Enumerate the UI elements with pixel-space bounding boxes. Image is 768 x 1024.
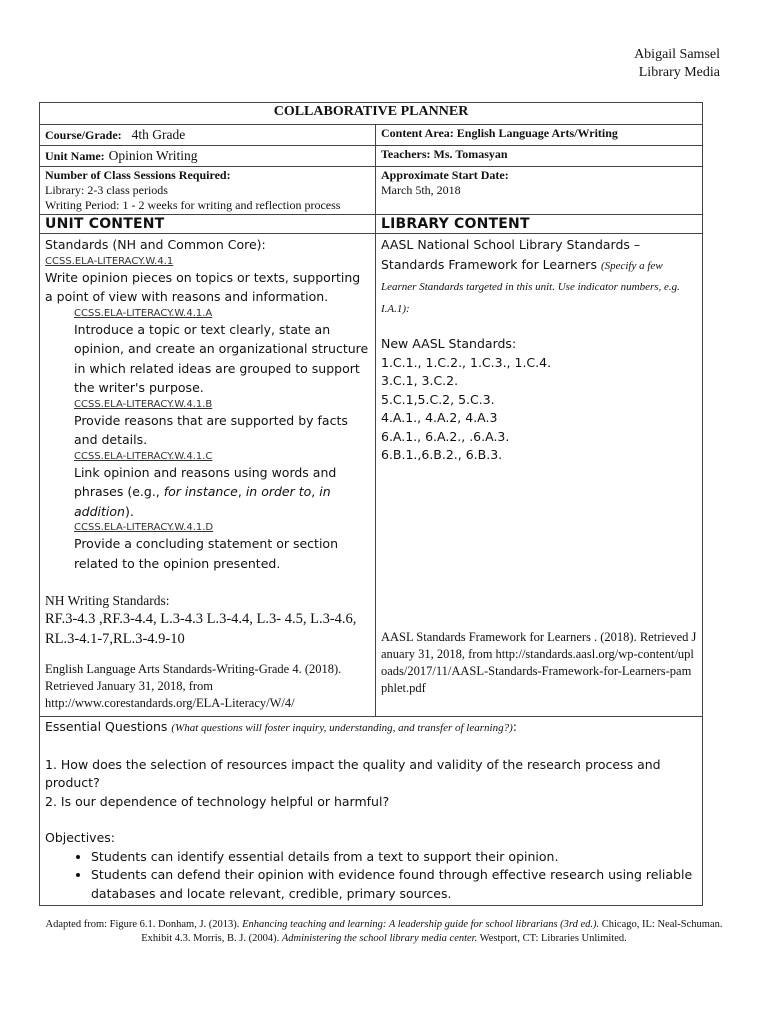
- aasl-standards-list: [381, 354, 697, 465]
- standard-code-w41b: CCSS.ELA-LITERACY.W.4.1.B: [74, 398, 213, 410]
- essential-questions-note: (What questions will foster inquiry, understanding, and transfer of learning?): [171, 722, 513, 734]
- sessions-writing: Writing Period: 1 - 2 weeks for writing and reflection process: [45, 198, 341, 212]
- standard-text-w41b: Provide reasons that are supported by facts and details.: [74, 412, 348, 447]
- objective-item: • Students can identify essential details from a text to support their opinion.: [91, 848, 697, 867]
- objectives-list: [45, 848, 697, 904]
- aasl-heading: AASL National School Library Standards – Standards Framework for Learners: [381, 237, 641, 272]
- aasl-standard-item: 6.A.1., 6.A.2., .6.A.3.: [381, 428, 510, 444]
- start-date-value: March 5th, 2018: [381, 183, 461, 197]
- standard-code-w41d: CCSS.ELA-LITERACY.W.4.1.D: [74, 522, 214, 533]
- planner-title: COLLABORATIVE PLANNER: [40, 103, 703, 125]
- objectives-label: Objectives:: [45, 830, 115, 845]
- sessions-label: Number of Class Sessions Required:: [45, 168, 231, 182]
- standard-text-w41d: Provide a concluding statement or section related to the opinion presented.: [74, 536, 338, 571]
- new-aasl-heading: New AASL Standards:: [381, 336, 517, 351]
- library-citation: AASL Standards Framework for Learners . (2018). Retrieved January 31, 2018, from http://standards.aasl.org/wp-content/uploads/2017/11/AASL-Standards-Framework-for-Learners-pamphlet.pdf: [381, 629, 697, 695]
- essential-question-1: 1. How does the selection of resources impact the quality and validity of the research process and product?: [45, 756, 661, 790]
- content-area: Content Area: English Language Arts/Writing: [376, 125, 703, 146]
- standard-text-w41c: Link opinion and reasons using words and phrases (e.g., for instance, in order to, in addition).: [74, 464, 337, 519]
- aasl-standard-item: 6.B.1.,6.B.2., 6.B.3.: [381, 447, 503, 462]
- author-name: Abigail Samsel: [634, 47, 720, 62]
- standard-code-w41a: CCSS.ELA-LITERACY.W.4.1.A: [74, 307, 213, 319]
- standard-code-w41c: CCSS.ELA-LITERACY.W.4.1.C: [74, 450, 213, 462]
- start-date-cell: [376, 167, 703, 215]
- aasl-standard-item: 1.C.1., 1.C.2., 1.C.3., 1.C.4.: [381, 354, 552, 370]
- unit-name-value: Opinion Writing: [108, 148, 198, 163]
- start-date-label: Approximate Start Date:: [381, 168, 509, 182]
- footer-line-2: Exhibit 4.3. Morris, B. J. (2004). Administering the school library media center. Westport, CT: Libraries Unlimited.: [141, 933, 627, 944]
- sessions-cell: [40, 167, 376, 215]
- footer-line-1: Adapted from: Figure 6.1. Donham, J. (2013). Enhancing teaching and learning: A leadership guide for school librarians (3rd ed.). Chicago, IL: Neal-Schuman.: [45, 919, 723, 930]
- sessions-library: Library: 2-3 class periods: [45, 183, 168, 197]
- unit-content-cell: [40, 234, 376, 717]
- author-role: Library Media: [638, 65, 720, 80]
- collaborative-planner-table: [39, 102, 703, 906]
- unit-citation: English Language Arts Standards-Writing-Grade 4. (2018). Retrieved January 31, 2018, from http://www.corestandards.org/ELA-Literacy/W/4/: [45, 662, 342, 710]
- essential-question-2: 2. Is our dependence of technology helpful or harmful?: [45, 793, 390, 809]
- aasl-note: (Specify a few Learner Standards targeted in this unit. Use indicator numbers, e.g. I.A.1):: [381, 259, 680, 315]
- objective-item: • Students can defend their opinion with evidence found through effective research using reliable databases and locate relevant, credible, primary sources.: [91, 866, 697, 903]
- unit-name-label: Unit Name:: [45, 149, 105, 163]
- aasl-standard-item: 4.A.1., 4.A.2, 4.A.3: [381, 410, 498, 425]
- footer-citations: [30, 918, 738, 946]
- standard-code-w41: CCSS.ELA-LITERACY.W.4.1: [45, 255, 174, 267]
- standards-heading: Standards (NH and Common Core):: [45, 237, 266, 252]
- standard-text-w41a: Introduce a topic or text clearly, state an opinion, and create an organizational structure in which related ideas are grouped to support the writer's purpose.: [74, 321, 369, 395]
- author-header: [634, 46, 720, 82]
- course-grade-cell: [40, 125, 376, 146]
- course-grade-value: 4th Grade: [131, 127, 186, 142]
- essential-questions-cell: Essential Questions (What questions will foster inquiry, understanding, and transfer of learning?): 1. How does the selection of resources impact the quality and validity of the research process and product? 2. Is our dependence of technology helpful or harmful? Objectives: • Students can identify essential details from a text to support their opinion. • Students can defend their opinion with evidence found through effective research using reliable databases and locate relevant, credible, primary sources.: [40, 717, 703, 906]
- teachers: Teachers: Ms. Tomasyan: [376, 146, 703, 167]
- aasl-standard-item: 3.C.1, 3.C.2.: [381, 373, 459, 388]
- course-grade-label: Course/Grade:: [45, 128, 122, 142]
- essential-questions-label: Essential Questions: [45, 719, 168, 734]
- library-content-cell: [376, 234, 703, 717]
- aasl-standard-item: 5.C.1,5.C.2, 5.C.3.: [381, 391, 495, 407]
- library-content-heading: LIBRARY CONTENT: [376, 215, 703, 234]
- nh-standards-heading: NH Writing Standards:: [45, 593, 170, 608]
- unit-content-heading: UNIT CONTENT: [40, 215, 376, 234]
- unit-name-cell: [40, 146, 376, 167]
- standard-text-w41: Write opinion pieces on topics or texts, supporting a point of view with reasons and information.: [45, 269, 361, 304]
- nh-standards-list: RF.3-4.3 ,RF.3-4.4, L.3-4.3 L.3-4.4, L.3- 4.5, L.3-4.6, RL.3-4.1-7,RL.3-4.9-10: [45, 611, 357, 647]
